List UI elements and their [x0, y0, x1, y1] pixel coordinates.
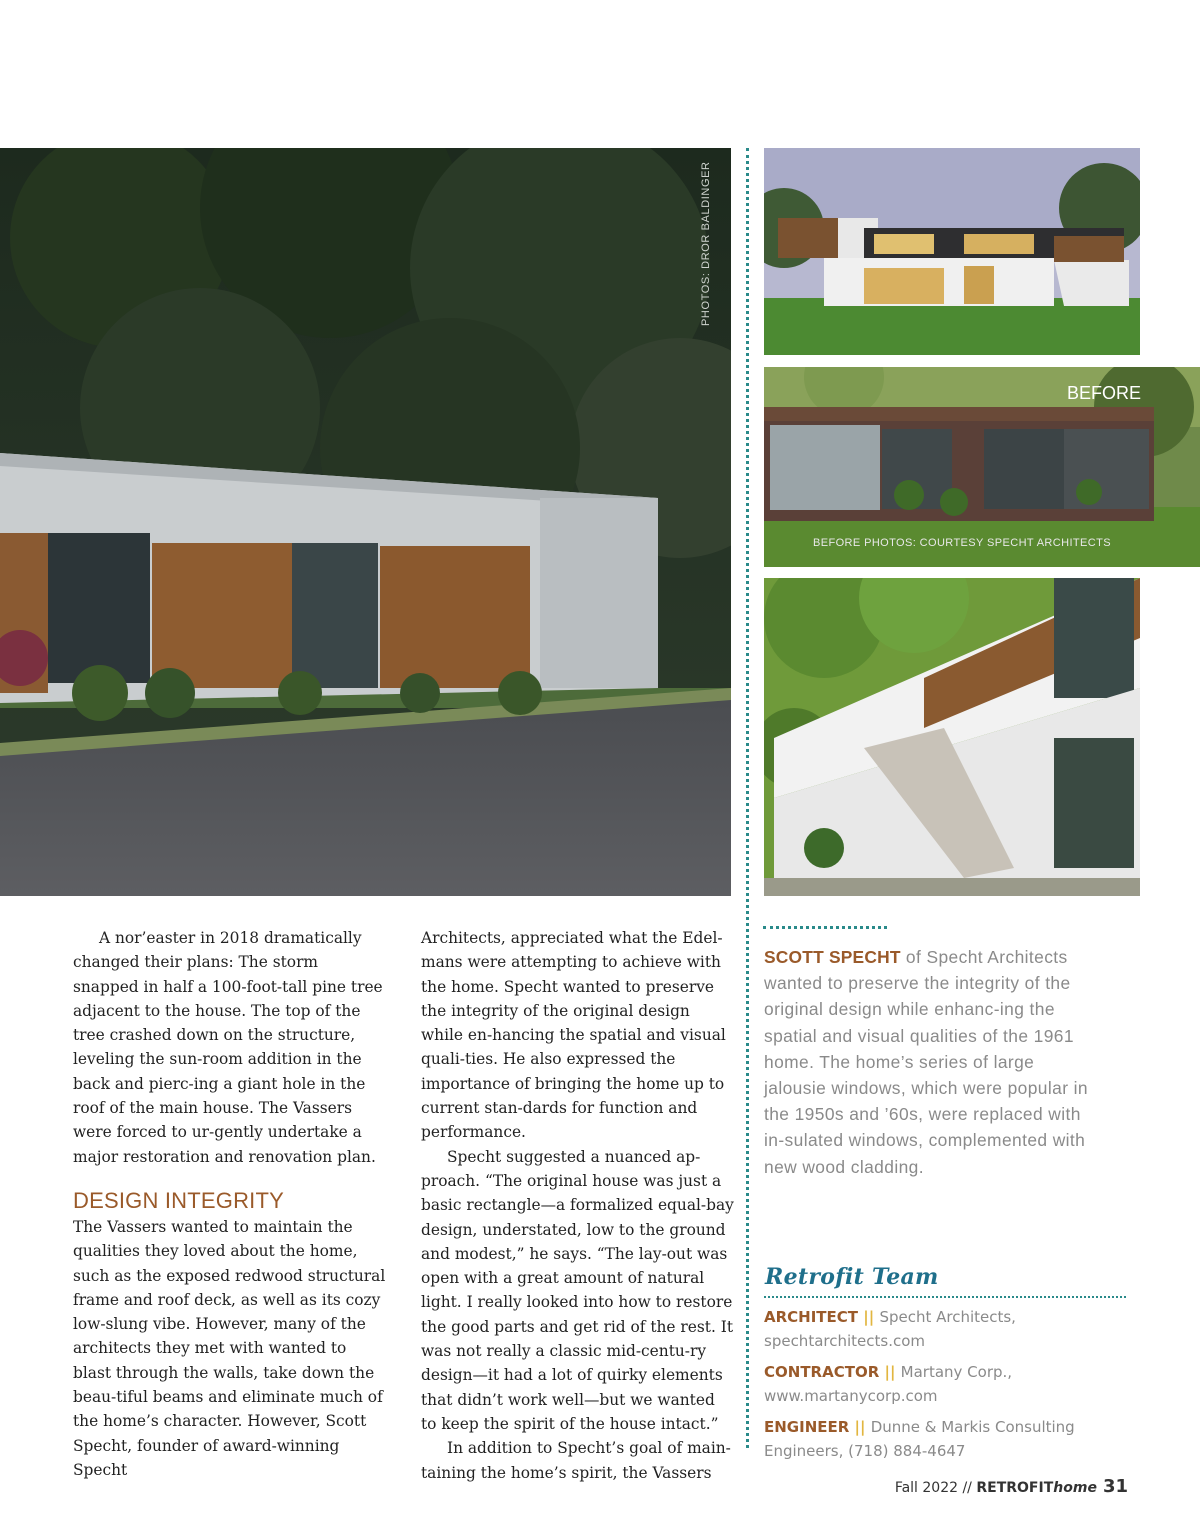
team-role: ARCHITECT [764, 1308, 859, 1326]
team-detail: spechtarchitects.com [764, 1331, 926, 1350]
photo-caption [764, 944, 1094, 1180]
caption-lead: SCOTT SPECHT [764, 947, 901, 967]
photo-credit-vertical: PHOTOS: DROR BALDINGER [700, 161, 712, 326]
paragraph: In addition to Specht’s goal of main-taining the home’s spirit, the Vassers [421, 1439, 731, 1482]
team-detail: www.martanycorp.com [764, 1386, 938, 1405]
after-dusk-photo [764, 148, 1140, 355]
before-label: BEFORE [1067, 383, 1142, 403]
folio-magazine: RETROFIT [976, 1480, 1054, 1496]
team-name: Specht Architects, [879, 1308, 1016, 1326]
team-separator: || [879, 1363, 901, 1381]
main-house-photo [0, 148, 731, 896]
paragraph: A nor’easter in 2018 dramatically changed their plans: The storm snapped in half a 100-foot-tall pine tree adjacent to the house. The top of the tree crashed down on the structure, leveling the sun-room addition in the back and pierc-ing a giant hole in the roof of the main house. The Vassers were forced to ur-gently undertake a major restoration and renovation plan. [73, 929, 383, 1166]
team-detail: Engineers, (718) 884-4647 [764, 1441, 966, 1460]
team-role: CONTRACTOR [764, 1363, 880, 1381]
page-folio [895, 1476, 1128, 1497]
folio-magazine-italic: home [1053, 1480, 1097, 1496]
paragraph: Architects, appreciated what the Edel-mans were attempting to achieve with the home. Specht wanted to preserve the integrity of the original design while en-hancing the spatial and visual quali-ties. He also expressed the importance of bringing the home up to current stan-dards for function and performance. [421, 929, 726, 1142]
caption-divider [763, 926, 887, 929]
team-entry-architect [764, 1306, 1124, 1353]
paragraph: The Vassers wanted to maintain the qualities they loved about the home, such as the exposed redwood structural frame and roof deck, as well as its cozy low-slung vibe. However, many of the architects they met with wanted to blast through the walls, take down the beau-tiful beams and eliminate much of the home’s character. However, Scott Specht, founder of award-winning Specht [73, 1217, 386, 1479]
team-role: ENGINEER [764, 1418, 850, 1436]
team-entry-contractor [764, 1361, 1124, 1408]
column-divider [746, 148, 749, 1448]
team-separator: || [849, 1418, 871, 1436]
team-name: Dunne & Markis Consulting [870, 1418, 1075, 1436]
section-heading: DESIGN INTEGRITY [73, 1187, 284, 1213]
caption-text: of Specht Architects wanted to preserve the integrity of the original design while enhanc-ing the spatial and visual qualities of the 1961 home. The home’s series of large jalousie windows, which were popular in the 1950s and ’60s, were replaced with in-sulated windows, complemented with new wood cladding. [764, 947, 1088, 1177]
team-separator: || [858, 1308, 880, 1326]
body-column-2 [421, 926, 735, 1485]
retrofit-team-title: Retrofit Team [765, 1264, 939, 1290]
before-photo-credit: BEFORE PHOTOS: COURTESY SPECHT ARCHITECTS [813, 537, 1111, 549]
team-name: Martany Corp., [900, 1363, 1013, 1381]
body-column-1 [73, 926, 387, 1482]
team-divider [764, 1296, 1126, 1298]
paragraph: Specht suggested a nuanced ap-proach. “The original house was just a basic rectangle—a formalized equal-bay design, understated, low to the ground and modest,” he says. “The lay-out was open with a great amount of natural light. I really looked into how to restore the good parts and get rid of the rest. It was not really a classic mid-centu-ry design—it had a lot of quirky elements that didn’t work well—but we wanted to keep the spirit of the house intact.” [421, 1147, 734, 1433]
team-entry-engineer [764, 1416, 1124, 1463]
page-number: 31 [1102, 1476, 1128, 1497]
after-stairs-photo [764, 578, 1140, 896]
folio-issue: Fall 2022 // [894, 1480, 977, 1496]
